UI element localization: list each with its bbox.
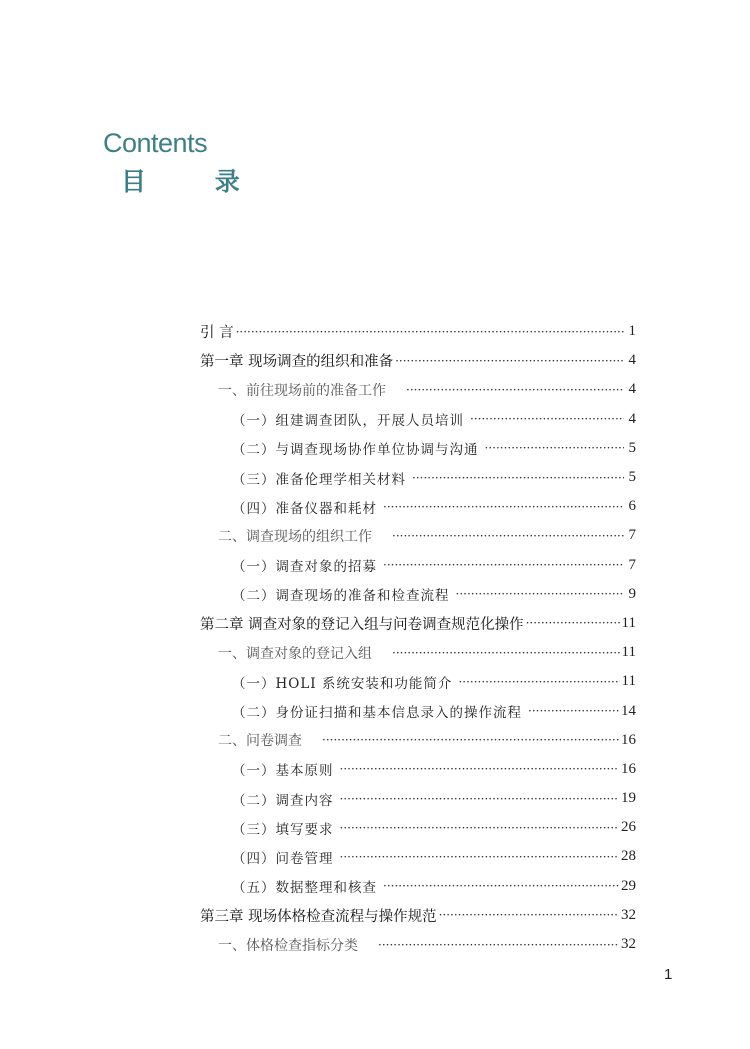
toc-entry-title: 一、前往现场前的准备工作 [218,382,386,399]
toc-entry[interactable] [200,405,636,434]
toc-entry-page: 32 [621,936,636,953]
toc-entry-title: （一）组建调查团队，开展人员培训 [232,413,464,430]
toc-leader-dots [456,587,625,601]
toc-entry[interactable] [200,901,636,930]
toc-entry[interactable] [200,667,636,696]
toc-leader-dots [378,938,619,952]
toc-entry-title: （一）HOLI 系统安装和功能简介 [232,675,453,692]
toc-entry-page: 11 [621,644,636,661]
toc-entry[interactable] [200,492,636,521]
toc-entry-page: 11 [621,614,636,631]
toc-entry-title: （二）身份证扫描和基本信息录入的操作流程 [232,705,522,722]
toc-leader-dots [406,383,624,397]
toc-entry[interactable] [200,346,636,375]
toc-entry-title: 第三章 现场体格检查流程与操作规范 [200,908,437,925]
toc-entry[interactable] [200,375,636,404]
toc-entry-title: （二）调查现场的准备和检查流程 [232,588,450,605]
toc-entry-title: 二、问卷调查 [218,733,302,750]
toc-entry-title: 一、调查对象的登记入组 [218,645,372,662]
toc-entry-page: 16 [621,760,636,777]
toc-entry-page: 29 [621,877,636,894]
toc-entry-page: 4 [628,410,636,427]
toc-entry-title: 第一章 现场调查的组织和准备 [200,354,394,371]
toc-leader-dots [412,471,624,485]
toc-entry-page: 32 [621,906,636,923]
toc-leader-dots [392,646,620,660]
toc-entry-title: （一）基本原则 [232,763,334,780]
toc-leader-dots [470,412,624,426]
toc-entry[interactable] [200,434,636,463]
toc-entry-page: 26 [621,819,636,836]
toc-entry-page: 6 [628,498,636,515]
toc-entry[interactable] [200,580,636,609]
table-of-contents [200,317,636,959]
toc-entry-page: 1 [628,323,636,340]
toc-leader-dots [485,441,625,455]
contents-heading-english: Contents [103,128,208,158]
toc-leader-dots [340,850,620,864]
toc-entry-title: 第二章 调查对象的登记入组与问卷调查规范化操作 [200,616,524,633]
toc-leader-dots [458,675,619,689]
toc-leader-dots [340,792,620,806]
toc-leader-dots [340,821,620,835]
toc-leader-dots [439,908,619,922]
toc-entry-page: 19 [621,790,636,807]
toc-leader-dots [383,879,619,893]
toc-entry-page: 28 [621,848,636,865]
toc-leader-dots [526,616,620,630]
toc-leader-dots [392,529,624,543]
toc-entry-title: 一、体格检查指标分类 [218,937,358,954]
toc-entry[interactable] [200,784,636,813]
toc-entry-page: 5 [628,469,636,486]
toc-entry[interactable] [200,463,636,492]
toc-entry[interactable] [200,755,636,784]
page-number: 1 [664,966,673,983]
toc-entry[interactable] [200,813,636,842]
toc-entry[interactable] [200,638,636,667]
toc-leader-dots [383,558,624,572]
toc-leader-dots [395,354,624,368]
toc-entry[interactable] [200,551,636,580]
toc-entry[interactable] [200,696,636,725]
toc-leader-dots [322,733,619,747]
toc-entry-title: 二、调查现场的组织工作 [218,528,372,545]
toc-entry[interactable] [200,609,636,638]
toc-entry-title: 引 言 [200,325,234,342]
toc-entry-title: （一）调查对象的招募 [232,559,377,576]
toc-entry[interactable] [200,521,636,550]
toc-entry-title: （三）填写要求 [232,821,334,838]
toc-entry-page: 4 [628,381,636,398]
toc-leader-dots [236,325,624,339]
toc-entry-title: （四）准备仪器和耗材 [232,500,377,517]
toc-leader-dots [340,762,620,776]
toc-entry-page: 9 [628,585,636,602]
toc-entry[interactable] [200,930,636,959]
contents-heading-chinese: 目 录 [121,167,270,196]
toc-entry[interactable] [200,872,636,901]
toc-leader-dots [528,704,619,718]
toc-entry-page: 7 [628,556,636,573]
toc-entry[interactable] [200,842,636,871]
toc-entry-page: 16 [621,731,636,748]
toc-entry[interactable] [200,726,636,755]
toc-entry-title: （四）问卷管理 [232,850,334,867]
toc-entry-title: （二）调查内容 [232,792,334,809]
toc-entry-title: （五）数据整理和核查 [232,880,377,897]
toc-entry-page: 5 [628,439,636,456]
toc-entry-page: 11 [621,673,636,690]
toc-entry-page: 14 [621,702,636,719]
toc-entry[interactable] [200,317,636,346]
toc-entry-title: （二）与调查现场协作单位协调与沟通 [232,442,479,459]
toc-entry-page: 4 [628,352,636,369]
toc-entry-page: 7 [628,527,636,544]
toc-leader-dots [383,500,624,514]
toc-entry-title: （三）准备伦理学相关材料 [232,471,406,488]
